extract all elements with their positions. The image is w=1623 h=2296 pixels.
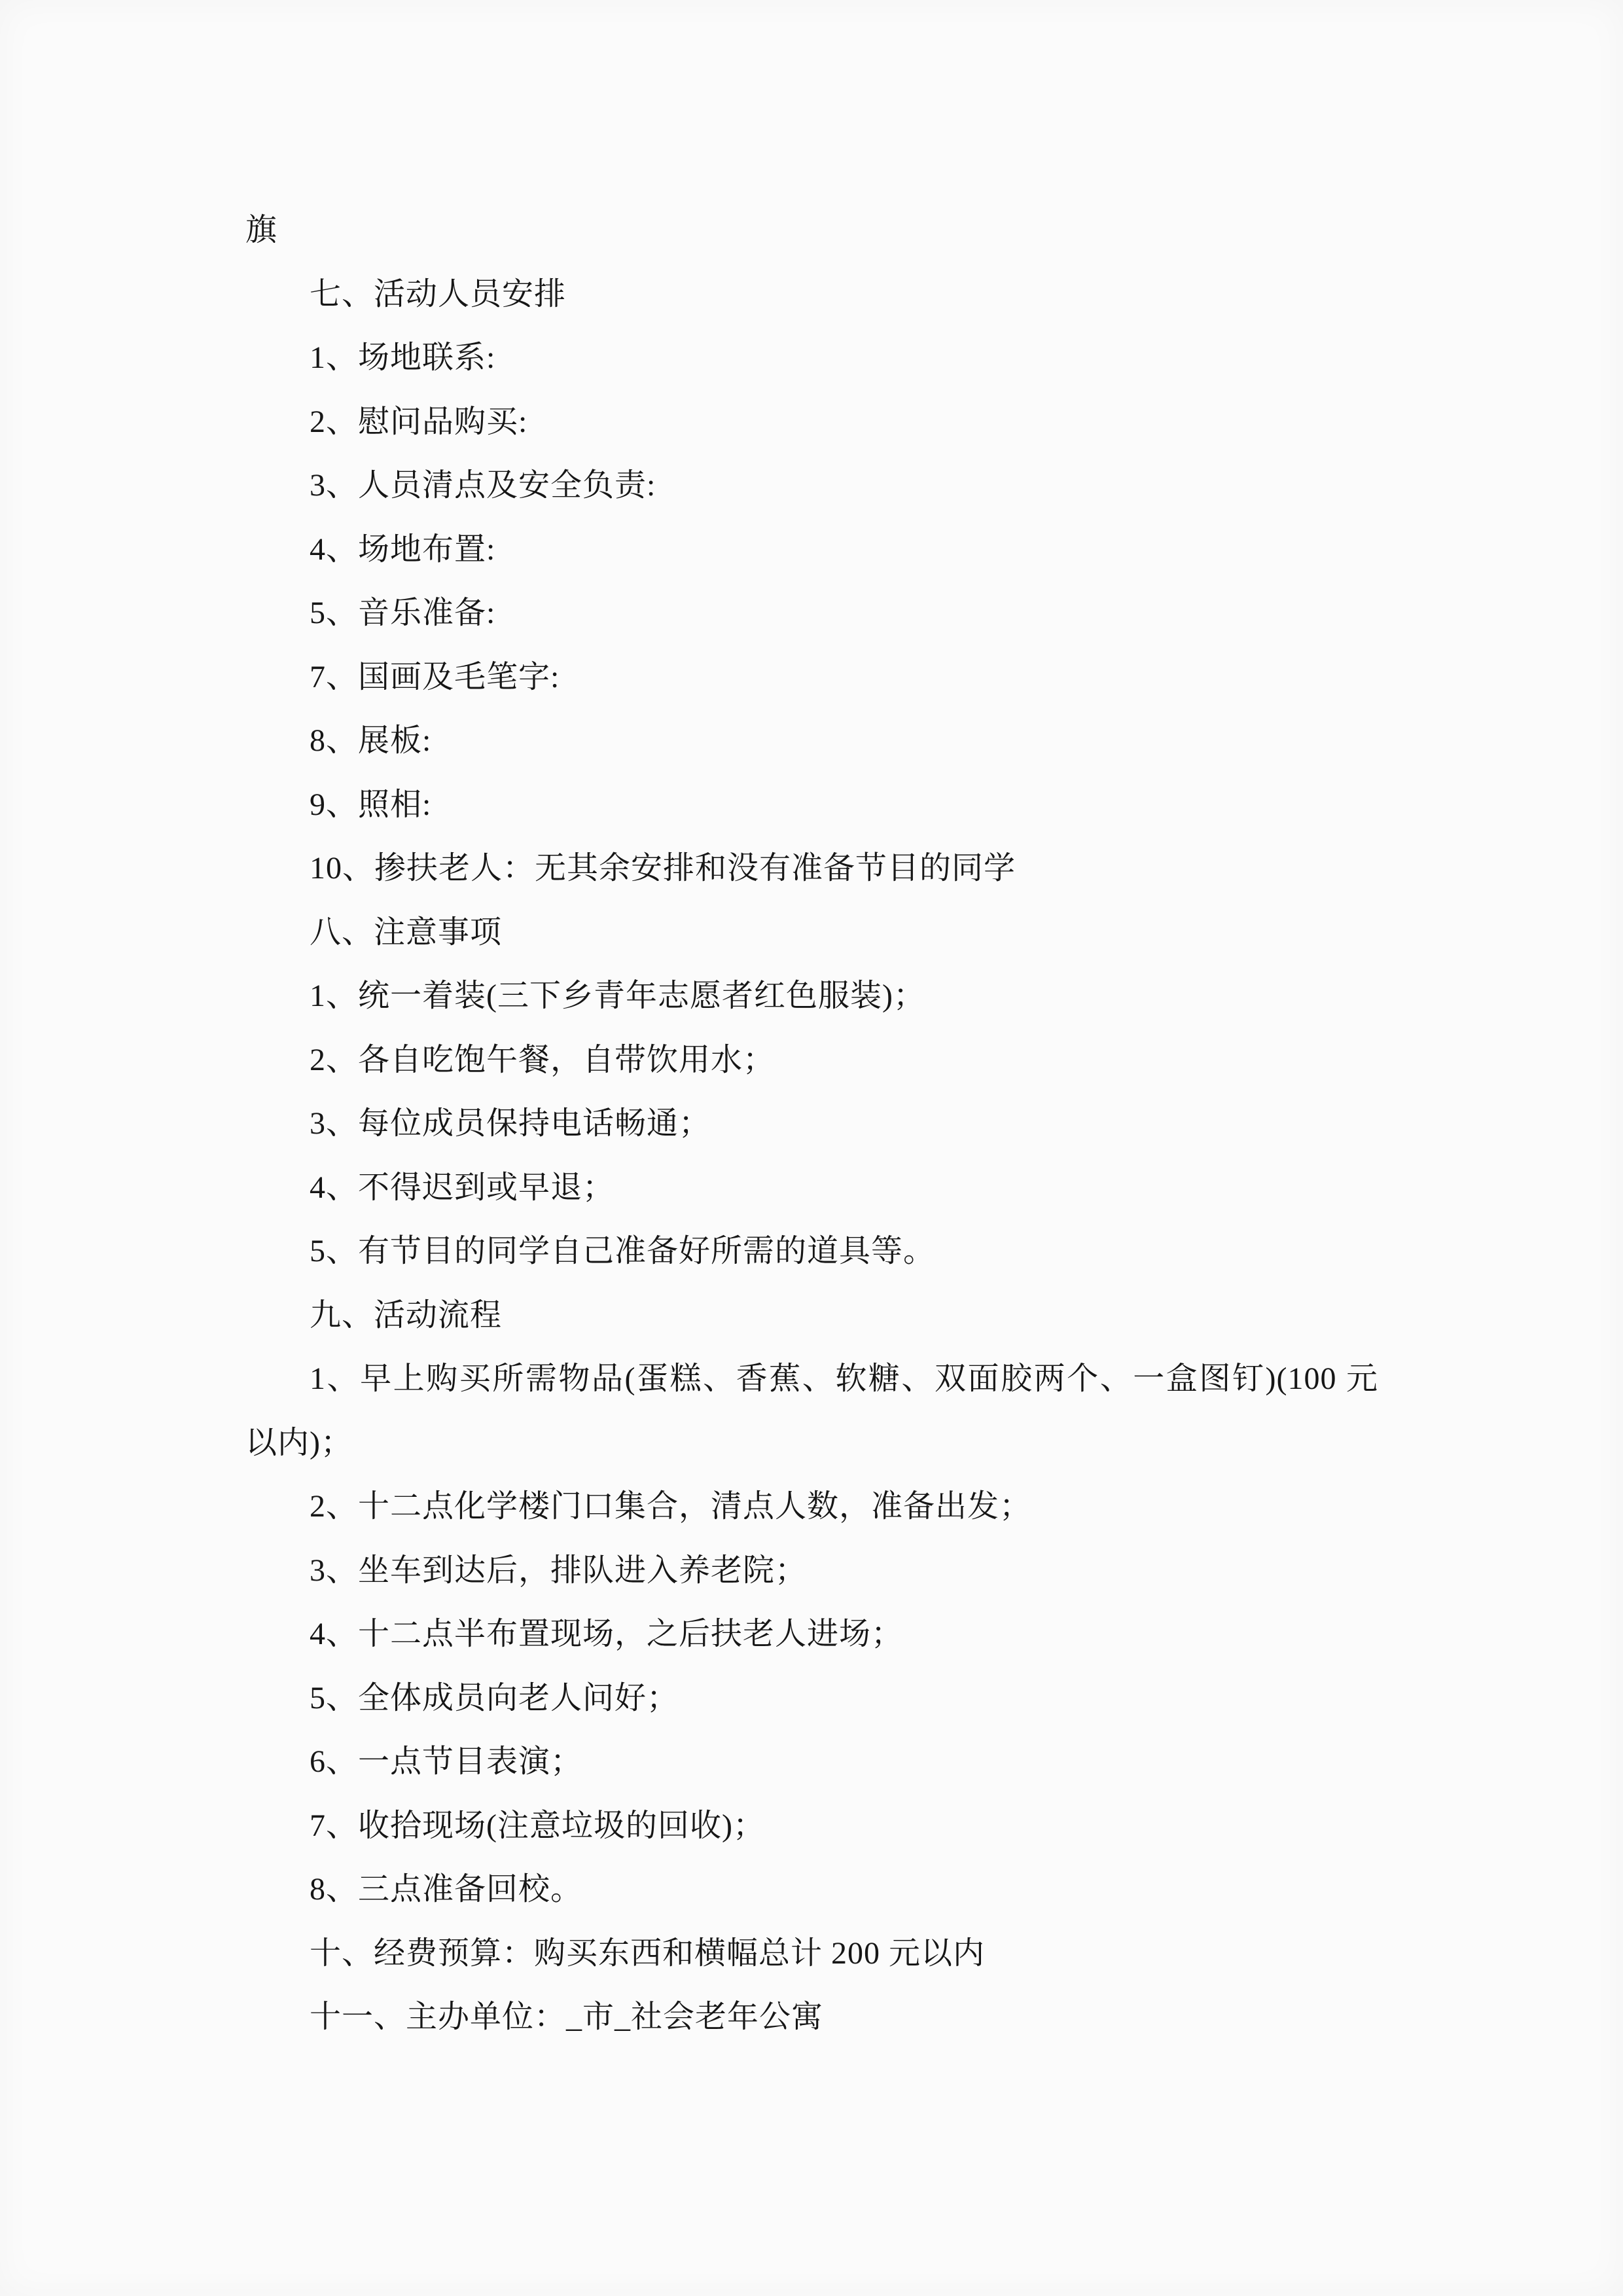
text-line: 5、音乐准备: — [310, 596, 496, 630]
text-line: 3、人员清点及安全负责: — [310, 468, 656, 503]
text-line: 1、统一着装(三下乡青年志愿者红色服装)； — [310, 978, 925, 1013]
text-line: 7、收拾现场(注意垃圾的回收)； — [310, 1808, 765, 1843]
text-line: 5、全体成员向老人问好； — [310, 1680, 679, 1715]
text-line: 九、活动流程 — [310, 1297, 503, 1333]
text-line: 1、场地联系: — [310, 340, 496, 375]
text-line: 4、不得迟到或早退； — [310, 1170, 615, 1205]
text-line: 2、十二点化学楼门口集合，清点人数，准备出发； — [310, 1489, 1032, 1524]
text-line: 8、展板: — [310, 723, 432, 758]
text-line: 七、活动人员安排 — [310, 276, 567, 312]
text-line: 3、每位成员保持电话畅通； — [310, 1106, 711, 1141]
text-line: 1、早上购买所需物品(蛋糕、香蕉、软糖、双面胶两个、一盒图钉)(100 元 — [310, 1361, 1378, 1396]
text-line: 2、慰问品购买: — [310, 404, 528, 439]
text-line: 八、注意事项 — [310, 914, 503, 950]
text-line: 7、国画及毛笔字: — [310, 659, 560, 694]
text-line: 十、经费预算：购买东西和横幅总计 200 元以内 — [310, 1935, 986, 1971]
text-line: 2、各自吃饱午餐，自带饮用水； — [310, 1042, 776, 1077]
text-line: 10、掺扶老人：无其余安排和没有准备节目的同学 — [310, 851, 1016, 886]
text-line: 以内)； — [245, 1425, 353, 1460]
text-line: 5、有节目的同学自己准备好所需的道具等。 — [310, 1234, 936, 1268]
text-line: 6、一点节目表演； — [310, 1744, 583, 1779]
text-line: 十一、主办单位：_市_社会老年公寓 — [310, 2000, 824, 2034]
text-line: 8、三点准备回校。 — [310, 1872, 583, 1907]
text-line: 4、场地布置: — [310, 531, 496, 567]
text-line: 旗 — [245, 213, 278, 247]
text-line: 9、照相: — [310, 787, 432, 822]
text-line: 4、十二点半布置现场，之后扶老人进场； — [310, 1617, 904, 1651]
text-line: 3、坐车到达后，排队进入养老院； — [310, 1552, 808, 1588]
